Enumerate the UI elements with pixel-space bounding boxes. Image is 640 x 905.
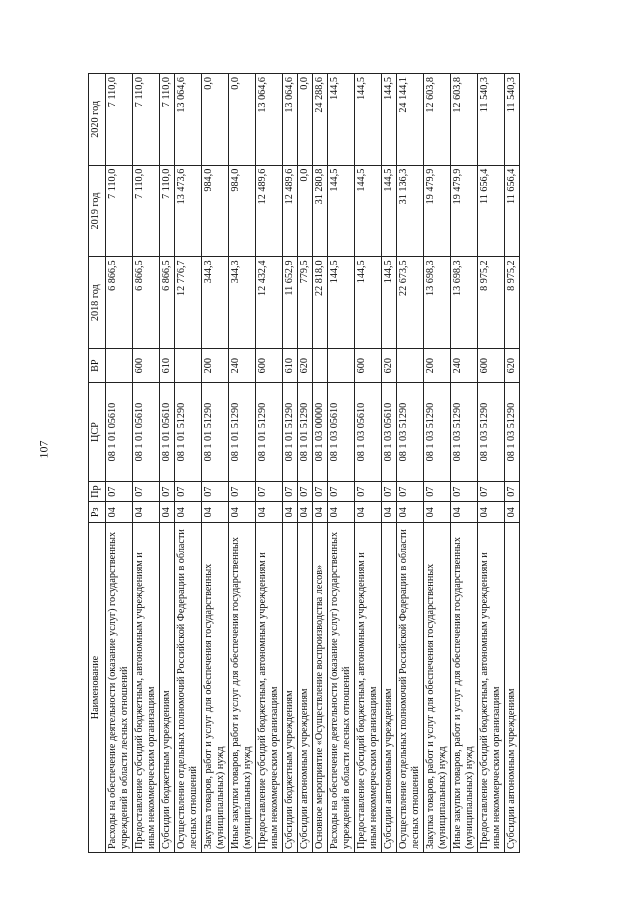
row-vr-cell: 240: [451, 348, 478, 382]
table-row: [478, 74, 505, 853]
row-2020-value: 13 064,6: [283, 74, 298, 166]
header-csr: ЦСР: [89, 383, 106, 482]
row-2018-value: 144,5: [382, 257, 397, 349]
row-name-cell: Субсидии бюджетным учреждениям: [160, 523, 175, 853]
row-name-cell: Иные закупки товаров, работ и услуг для обеспечения государственных (муниципальных) нужд: [451, 523, 478, 853]
row-2018-value: 8 975,2: [505, 257, 520, 349]
row-name-cell: Осуществление отдельных полномочий Российской Федерации в области лесных отношений: [175, 523, 202, 853]
row-pr-cell: 07: [424, 481, 451, 502]
row-pr-cell: 07: [328, 481, 355, 502]
table-row: [175, 74, 202, 853]
row-rz-cell: 04: [133, 502, 160, 523]
row-2018-value: 8 975,2: [478, 257, 505, 349]
row-2020-value: 144,5: [328, 74, 355, 166]
row-csr-cell: 08 1 03 05610: [328, 383, 355, 482]
row-pr-cell: 07: [133, 481, 160, 502]
row-name-cell: Осуществление отдельных полномочий Российской Федерации в области лесных отношений: [397, 523, 424, 853]
row-2020-value: 12 603,8: [424, 74, 451, 166]
row-rz-cell: 04: [202, 502, 229, 523]
row-vr-cell: 610: [283, 348, 298, 382]
row-vr-cell: [175, 348, 202, 382]
row-csr-cell: 08 1 03 51290: [424, 383, 451, 482]
row-2020-value: 0,0: [229, 74, 256, 166]
row-2019-value: 31 280,8: [313, 165, 328, 257]
row-pr-cell: 07: [478, 481, 505, 502]
row-name-cell: Предоставление субсидий бюджетным, автономным учреждениям и иным некоммерческим организациям: [256, 523, 283, 853]
row-2019-value: 984,0: [229, 165, 256, 257]
row-pr-cell: 07: [106, 481, 133, 502]
row-2019-value: 13 473,6: [175, 165, 202, 257]
row-vr-cell: [328, 348, 355, 382]
row-2018-value: 11 652,9: [283, 257, 298, 349]
budget-table: [88, 73, 520, 853]
row-csr-cell: 08 1 03 05610: [355, 383, 382, 482]
row-2018-value: 12 432,4: [256, 257, 283, 349]
row-vr-cell: 200: [424, 348, 451, 382]
table-row: [355, 74, 382, 853]
row-vr-cell: [106, 348, 133, 382]
header-rz: Рз: [89, 502, 106, 523]
row-2019-value: 144,5: [355, 165, 382, 257]
row-vr-cell: 600: [133, 348, 160, 382]
row-2020-value: 11 540,3: [505, 74, 520, 166]
row-name-cell: Субсидии автономным учреждениям: [298, 523, 313, 853]
row-csr-cell: 08 1 01 05610: [160, 383, 175, 482]
row-2018-value: 6 866,5: [160, 257, 175, 349]
row-pr-cell: 07: [382, 481, 397, 502]
row-2020-value: 7 110,0: [133, 74, 160, 166]
row-2018-value: 144,5: [328, 257, 355, 349]
row-2020-value: 24 288,6: [313, 74, 328, 166]
row-2018-value: 144,5: [355, 257, 382, 349]
row-2018-value: 22 673,5: [397, 257, 424, 349]
row-rz-cell: 04: [505, 502, 520, 523]
row-rz-cell: 04: [451, 502, 478, 523]
row-rz-cell: 04: [160, 502, 175, 523]
table-row: [202, 74, 229, 853]
table-row: [328, 74, 355, 853]
row-csr-cell: 08 1 01 51290: [256, 383, 283, 482]
table-row: [424, 74, 451, 853]
row-csr-cell: 08 1 03 51290: [478, 383, 505, 482]
row-name-cell: Предоставление субсидий бюджетным, автономным учреждениям и иным некоммерческим организациям: [355, 523, 382, 853]
page-number: 107: [36, 440, 51, 459]
row-csr-cell: 08 1 01 51290: [229, 383, 256, 482]
table-header-row: [89, 74, 106, 853]
row-2018-value: 779,5: [298, 257, 313, 349]
row-pr-cell: 07: [355, 481, 382, 502]
row-2020-value: 11 540,3: [478, 74, 505, 166]
row-rz-cell: 04: [328, 502, 355, 523]
row-2019-value: 7 110,0: [160, 165, 175, 257]
row-csr-cell: 08 1 03 51290: [397, 383, 424, 482]
row-csr-cell: 08 1 01 05610: [133, 383, 160, 482]
table-row: [451, 74, 478, 853]
row-csr-cell: 08 1 03 51290: [451, 383, 478, 482]
header-2019: 2019 год: [89, 165, 106, 257]
row-2019-value: 7 110,0: [133, 165, 160, 257]
row-2018-value: 6 866,5: [106, 257, 133, 349]
header-pr: Пр: [89, 481, 106, 502]
row-2018-value: 6 866,5: [133, 257, 160, 349]
row-2018-value: 22 818,0: [313, 257, 328, 349]
row-2018-value: 13 698,3: [424, 257, 451, 349]
row-2018-value: 12 776,7: [175, 257, 202, 349]
row-pr-cell: 07: [313, 481, 328, 502]
row-pr-cell: 07: [160, 481, 175, 502]
row-pr-cell: 07: [283, 481, 298, 502]
header-2018: 2018 год: [89, 257, 106, 349]
row-name-cell: Закупка товаров, работ и услуг для обеспечения государственных (муниципальных) нужд: [424, 523, 451, 853]
row-vr-cell: 610: [160, 348, 175, 382]
row-pr-cell: 07: [451, 481, 478, 502]
row-vr-cell: 200: [202, 348, 229, 382]
row-2020-value: 13 064,6: [175, 74, 202, 166]
row-name-cell: Субсидии автономным учреждениям: [505, 523, 520, 853]
row-pr-cell: 07: [175, 481, 202, 502]
row-name-cell: Субсидии автономным учреждениям: [382, 523, 397, 853]
row-2018-value: 344,3: [202, 257, 229, 349]
row-pr-cell: 07: [397, 481, 424, 502]
row-name-cell: Основное мероприятие «Осуществление воспроизводства лесов»: [313, 523, 328, 853]
row-2020-value: 144,5: [355, 74, 382, 166]
row-rz-cell: 04: [313, 502, 328, 523]
row-rz-cell: 04: [382, 502, 397, 523]
table-row: [106, 74, 133, 853]
row-vr-cell: [313, 348, 328, 382]
row-name-cell: Закупка товаров, работ и услуг для обеспечения государственных (муниципальных) нужд: [202, 523, 229, 853]
row-csr-cell: 08 1 03 51290: [505, 383, 520, 482]
row-csr-cell: 08 1 01 51290: [202, 383, 229, 482]
row-pr-cell: 07: [505, 481, 520, 502]
row-rz-cell: 04: [283, 502, 298, 523]
row-pr-cell: 07: [229, 481, 256, 502]
row-2020-value: 144,5: [382, 74, 397, 166]
row-csr-cell: 08 1 01 51290: [298, 383, 313, 482]
row-name-cell: Субсидии бюджетным учреждениям: [283, 523, 298, 853]
row-vr-cell: 600: [256, 348, 283, 382]
row-2019-value: 19 479,9: [424, 165, 451, 257]
row-vr-cell: 620: [505, 348, 520, 382]
row-2019-value: 7 110,0: [106, 165, 133, 257]
budget-table-page: [88, 73, 564, 853]
row-2019-value: 19 479,9: [451, 165, 478, 257]
row-2019-value: 144,5: [328, 165, 355, 257]
table-row: [505, 74, 520, 853]
row-2020-value: 0,0: [202, 74, 229, 166]
table-row: [382, 74, 397, 853]
row-2020-value: 12 603,8: [451, 74, 478, 166]
row-2020-value: 7 110,0: [160, 74, 175, 166]
row-2019-value: 0,0: [298, 165, 313, 257]
row-2018-value: 13 698,3: [451, 257, 478, 349]
table-row: [229, 74, 256, 853]
row-2020-value: 24 144,1: [397, 74, 424, 166]
row-vr-cell: 600: [478, 348, 505, 382]
row-pr-cell: 07: [298, 481, 313, 502]
row-name-cell: Расходы на обеспечение деятельности (оказание услуг) государственных учреждений в области лесных отношений: [328, 523, 355, 853]
row-rz-cell: 04: [355, 502, 382, 523]
row-csr-cell: 08 1 03 00000: [313, 383, 328, 482]
row-csr-cell: 08 1 01 05610: [106, 383, 133, 482]
header-2020: 2020 год: [89, 74, 106, 166]
header-name: Наименование: [89, 523, 106, 853]
table-row: [298, 74, 313, 853]
table-row: [160, 74, 175, 853]
row-2019-value: 12 489,6: [256, 165, 283, 257]
row-rz-cell: 04: [424, 502, 451, 523]
table-row: [313, 74, 328, 853]
row-name-cell: Расходы на обеспечение деятельности (оказание услуг) государственных учреждений в области лесных отношений: [106, 523, 133, 853]
header-vr: ВР: [89, 348, 106, 382]
row-2019-value: 31 136,3: [397, 165, 424, 257]
table-row: [397, 74, 424, 853]
row-2018-value: 344,3: [229, 257, 256, 349]
row-2019-value: 144,5: [382, 165, 397, 257]
row-2019-value: 11 656,4: [478, 165, 505, 257]
row-pr-cell: 07: [256, 481, 283, 502]
row-rz-cell: 04: [256, 502, 283, 523]
row-name-cell: Предоставление субсидий бюджетным, автономным учреждениям и иным некоммерческим организациям: [133, 523, 160, 853]
row-rz-cell: 04: [478, 502, 505, 523]
row-csr-cell: 08 1 01 51290: [283, 383, 298, 482]
row-csr-cell: 08 1 03 05610: [382, 383, 397, 482]
table-row: [256, 74, 283, 853]
row-vr-cell: [397, 348, 424, 382]
row-2020-value: 13 064,6: [256, 74, 283, 166]
row-rz-cell: 04: [298, 502, 313, 523]
table-row: [133, 74, 160, 853]
row-name-cell: Иные закупки товаров, работ и услуг для обеспечения государственных (муниципальных) нужд: [229, 523, 256, 853]
row-vr-cell: 240: [229, 348, 256, 382]
row-rz-cell: 04: [229, 502, 256, 523]
row-vr-cell: 600: [355, 348, 382, 382]
row-rz-cell: 04: [397, 502, 424, 523]
row-name-cell: Предоставление субсидий бюджетным, автономным учреждениям и иным некоммерческим организациям: [478, 523, 505, 853]
row-vr-cell: 620: [298, 348, 313, 382]
row-2020-value: 0,0: [298, 74, 313, 166]
row-csr-cell: 08 1 01 51290: [175, 383, 202, 482]
row-2020-value: 7 110,0: [106, 74, 133, 166]
row-2019-value: 984,0: [202, 165, 229, 257]
row-pr-cell: 07: [202, 481, 229, 502]
row-rz-cell: 04: [106, 502, 133, 523]
row-vr-cell: 620: [382, 348, 397, 382]
row-rz-cell: 04: [175, 502, 202, 523]
row-2019-value: 11 656,4: [505, 165, 520, 257]
table-row: [283, 74, 298, 853]
row-2019-value: 12 489,6: [283, 165, 298, 257]
